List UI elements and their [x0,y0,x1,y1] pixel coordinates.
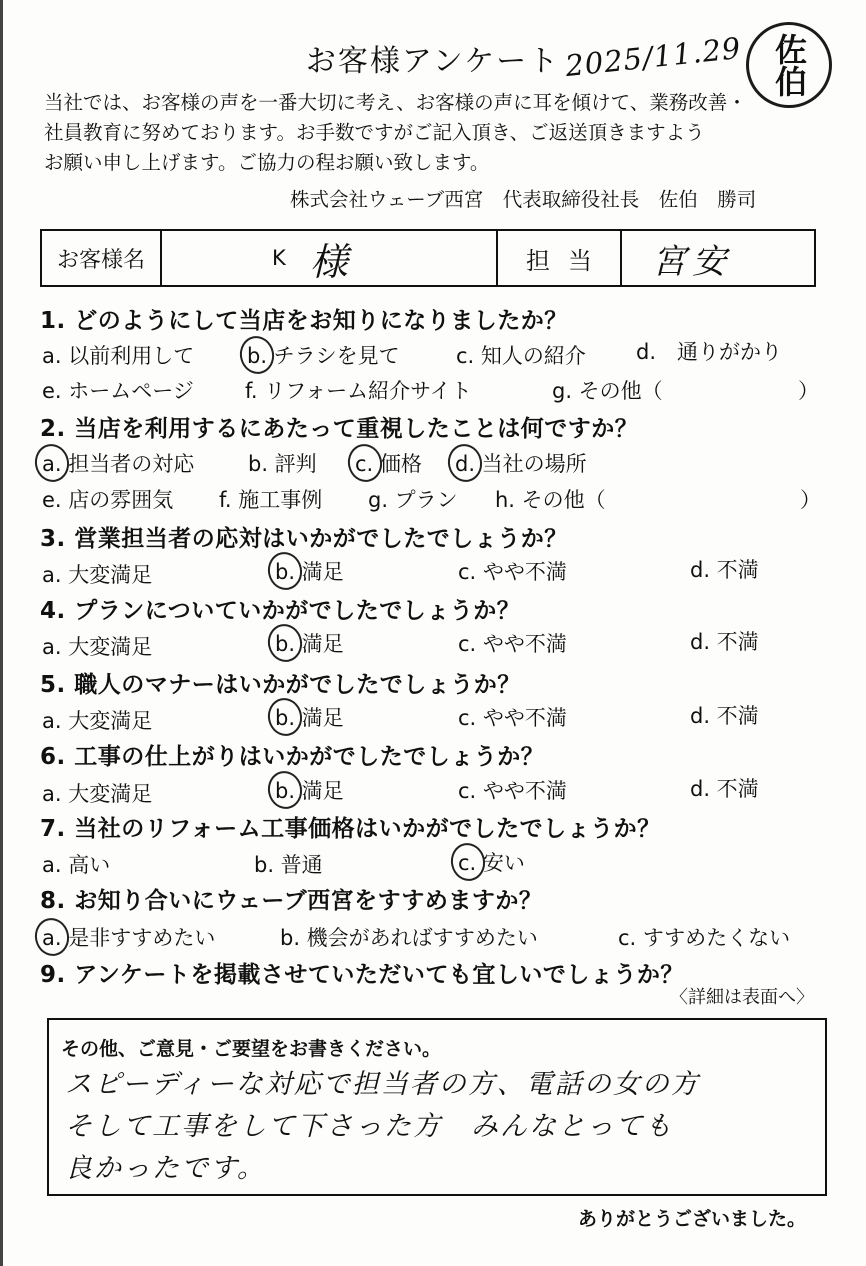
q8-option-c[interactable]: c. すすめたくない [618,926,791,950]
handwritten-date: 2025/11.29 [563,30,743,84]
q4-option-d[interactable]: d. 不満 [690,630,759,654]
q4-option-c[interactable]: c. やや不満 [458,632,567,656]
q1-option-b[interactable]: b. チラシを見て [247,340,400,370]
question-1: 1. どのようにして当店をお知りになりましたか？ [40,308,568,334]
intro-line: お願い申し上げます。ご協力の程お願い致します。 [44,151,490,174]
question-3: 3. 営業担当者の応対はいかがでしたでしょうか？ [40,526,568,552]
customer-initial: K [272,246,286,270]
intro-line: 社員教育に努めております。お手数ですがご記入頂き、ご返送頂きますよう [44,121,705,144]
question-8: 8. お知り合いにウェーブ西宮をすすめますか？ [40,888,543,914]
q5-option-a[interactable]: a. 大変満足 [42,709,153,733]
question-6: 6. 工事の仕上がりはいかがでしたでしょうか？ [40,744,545,770]
q8-option-b[interactable]: b. 機会があればすすめたい [280,926,538,950]
q1-option-g-close: ） [798,379,819,403]
company-signature: 株式会社ウェーブ西宮 代表取締役社長 佐伯 勝司 [290,188,757,211]
q1-option-c[interactable]: c. 知人の紹介 [456,344,586,368]
q2-option-h-close: ） [800,488,821,512]
customer-honorific: 様 [309,239,348,284]
q6-option-d[interactable]: d. 不満 [690,777,759,801]
question-5: 5. 職人のマナーはいかがでしたでしょうか？ [40,672,521,698]
q3-option-d[interactable]: d. 不満 [690,558,759,582]
customer-name-label: お客様名 [42,231,162,285]
question-9: 9. アンケートを掲載させていただいても宜しいでしょうか？ [40,962,684,988]
q1-option-e[interactable]: e. ホームページ [42,379,194,403]
question-7: 7. 当社のリフォーム工事価格はいかがでしたでしょうか？ [40,816,661,842]
q2-option-c[interactable]: c. 価格 [355,448,422,478]
closing-thanks: ありがとうございました。 [578,1208,807,1230]
q8-option-a[interactable]: a. 是非すすめたい [42,922,215,952]
q2-option-d[interactable]: d. 当社の場所 [455,448,587,478]
comment-handwritten-text[interactable]: スピーディーな対応で担当者の方、電話の女の方 そして工事をして下さった方 みんなとっても 良かったです。 [65,1069,700,1184]
q2-option-g[interactable]: g. プラン [368,488,458,512]
staff-name-field[interactable]: 宮安 [652,241,732,282]
q1-option-f[interactable]: f. リフォーム紹介サイト [245,379,472,403]
q3-option-b[interactable]: b. 満足 [275,556,344,586]
q4-option-b[interactable]: b. 満足 [275,628,344,658]
detail-note: 〈詳細は表面へ〉 [670,987,814,1008]
q3-option-a[interactable]: a. 大変満足 [42,563,153,587]
q6-option-b[interactable]: b. 満足 [275,775,344,805]
comment-heading: その他、ご意見・ご要望をお書きください。 [61,1038,442,1060]
q5-option-d[interactable]: d. 不満 [690,704,759,728]
intro-line: 当社では、お客様の声を一番大切に考え、お客様の声に耳を傾けて、業務改善・ [44,91,747,114]
q6-option-c[interactable]: c. やや不満 [458,779,567,803]
q1-option-g[interactable]: g. その他（ [552,379,663,403]
q1-option-d[interactable]: d. 通りがかり [636,340,783,364]
intro-text [44,88,834,178]
page-title: お客様アンケート [305,44,561,79]
q2-option-a[interactable]: a. 担当者の対応 [42,448,194,478]
q7-option-b[interactable]: b. 普通 [254,853,323,877]
q2-option-h[interactable]: h. その他（ [495,488,606,512]
staff-label: 担当 [498,231,622,285]
q4-option-a[interactable]: a. 大変満足 [42,635,153,659]
q2-option-b[interactable]: b. 評判 [248,452,317,476]
q3-option-c[interactable]: c. やや不満 [458,560,567,584]
seal-stamp-text: 佐伯 [770,33,808,97]
customer-info-box [40,229,816,287]
q7-option-a[interactable]: a. 高い [42,853,111,877]
q1-option-a[interactable]: a. 以前利用して [42,344,195,368]
q7-option-c[interactable]: c. 安い [458,847,525,877]
customer-name-field[interactable] [162,231,498,285]
q2-option-e[interactable]: e. 店の雰囲気 [42,488,174,512]
q5-option-c[interactable]: c. やや不満 [458,706,567,730]
q2-option-f[interactable]: f. 施工事例 [219,488,323,512]
q6-option-a[interactable]: a. 大変満足 [42,782,153,806]
question-2: 2. 当店を利用するにあたって重視したことは何ですか？ [40,416,639,442]
question-4: 4. プランについていかがでしたでしょうか？ [40,598,521,624]
q5-option-b[interactable]: b. 満足 [275,702,344,732]
comment-box [47,1018,827,1196]
